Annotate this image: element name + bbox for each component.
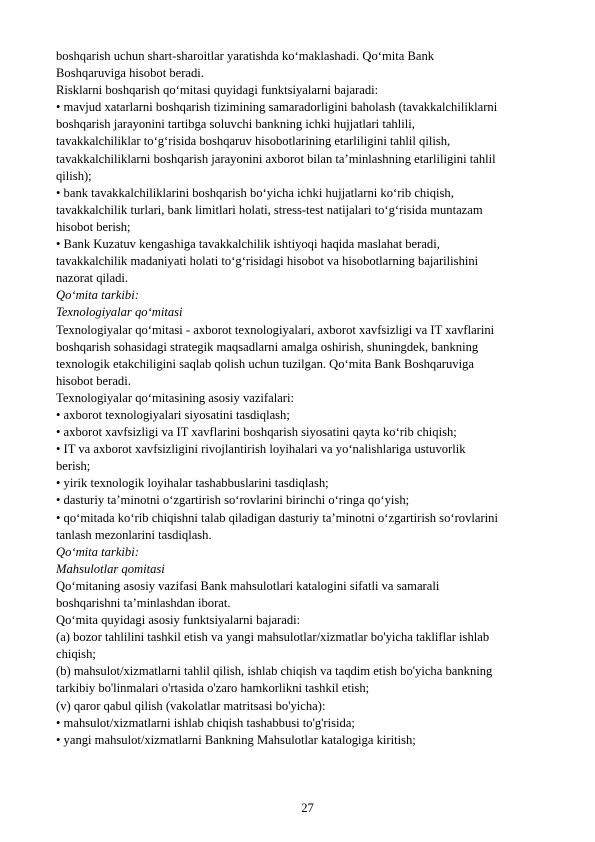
text-line: Qo‘mitaning asosiy vazifasi Bank mahsulotlari katalogini sifatli va samarali bbox=[56, 578, 440, 593]
section-heading: Qo‘mita tarkibi: bbox=[56, 288, 139, 303]
text-line: hisobot beradi. bbox=[56, 373, 131, 388]
text-line: • bank tavakkalchiliklarini boshqarish bo‘yicha ichki hujjatlarni ko‘rib chiqish, bbox=[56, 185, 454, 200]
text-line: (a) bozor tahlilini tashkil etish va yangi mahsulotlar/xizmatlar bo'yicha takliflar ishlab bbox=[56, 630, 490, 645]
text-line: • axborot texnologiyalari siyosatini tasdiqlash; bbox=[56, 407, 290, 422]
text-line: • dasturiy ta’minotni o‘zgartirish so‘rovlarini birinchi o‘ringa qo‘yish; bbox=[56, 493, 410, 508]
text-line: • qo‘mitada ko‘rib chiqishni talab qiladigan dasturiy ta’minotni o‘zgartirish so‘rovlarini bbox=[56, 510, 498, 525]
section-heading: Texnologiyalar qo‘mitasi bbox=[56, 305, 183, 320]
section-heading: Mahsulotlar qomitasi bbox=[56, 561, 165, 576]
text-line: boshqarish uchun shart-sharoitlar yaratishda ko‘maklashadi. Qo‘mita Bank bbox=[56, 49, 435, 63]
section-heading: Qo‘mita tarkibi: bbox=[56, 544, 139, 559]
text-line: Qo‘mita quyidagi asosiy funktsiyalarni bajaradi: bbox=[56, 613, 301, 628]
text-line: berish; bbox=[56, 459, 91, 474]
text-line: • yirik texnologik loyihalar tashabbuslarini tasdiqlash; bbox=[56, 476, 329, 491]
text-line: boshqarish sohasidagi strategik maqsadlarni amalga oshirish, shuningdek, bankning bbox=[56, 339, 479, 354]
text-line: • mavjud xatarlarni boshqarish tizimining samaradorligini baholash (tavakkalchiliklarni bbox=[56, 100, 498, 115]
text-line: Risklarni boshqarish qo‘mitasi quyidagi funktsiyalarni bajaradi: bbox=[56, 83, 379, 98]
text-line: boshqarish jarayonini tartibga soluvchi bankning ichki hujjatlari tahlili, bbox=[56, 117, 415, 132]
text-line: qilish); bbox=[56, 168, 92, 183]
text-line: nazorat qiladi. bbox=[56, 271, 129, 286]
text-line: boshqarishni ta’minlashdan iborat. bbox=[56, 596, 231, 610]
text-line: (v) qaror qabul qilish (vakolatlar matritsasi bo'yicha): bbox=[56, 698, 326, 713]
text-line: hisobot berish; bbox=[56, 219, 131, 234]
document-body bbox=[56, 48, 556, 749]
text-line: tavakkalchiliklarni boshqarish jarayonini axborot bilan ta’minlashning etarliligini tahlil bbox=[56, 151, 496, 166]
text-line: tavakkalchilik madaniyati holati to‘g‘risidagi hisobot va hisobotlarning bajarilishini bbox=[56, 254, 479, 269]
text-line: tanlash mezonlarini tasdiqlash. bbox=[56, 527, 212, 542]
text-line: tavakkalchilik turlari, bank limitlari holati, stress-test natijalari to‘g‘risida muntazam bbox=[56, 202, 483, 217]
text-line: • mahsulot/xizmatlarni ishlab chiqish tashabbusi to'g'risida; bbox=[56, 715, 355, 730]
text-line: texnologik etakchiligini saqlab qolish uchun tuzilgan. Qo‘mita Bank Boshqaruviga bbox=[56, 356, 474, 371]
text-line: • yangi mahsulot/xizmatlarni Bankning Mahsulotlar katalogiga kiritish; bbox=[56, 732, 416, 747]
page-number: 27 bbox=[301, 801, 314, 815]
text-line: tarkibiy bo'linmalari o'rtasida o'zaro hamkorlikni tashkil etish; bbox=[56, 681, 370, 696]
text-line: Texnologiyalar qo‘mitasi - axborot texnologiyalari, axborot xavfsizligi va IT xavflarini bbox=[56, 322, 495, 337]
text-line: • axborot xavfsizligi va IT xavflarini boshqarish siyosatini qayta ko‘rib chiqish; bbox=[56, 425, 457, 440]
text-line: chiqish; bbox=[56, 647, 96, 662]
text-line: Boshqaruviga hisobot beradi. bbox=[56, 66, 204, 81]
text-line: • IT va axborot xavfsizligini rivojlantirish loyihalari va yo‘nalishlariga ustuvorlik bbox=[56, 442, 466, 457]
text-line: • Bank Kuzatuv kengashiga tavakkalchilik ishtiyoqi haqida maslahat beradi, bbox=[56, 237, 440, 252]
text-line: Texnologiyalar qo‘mitasining asosiy vazifalari: bbox=[56, 390, 294, 405]
text-line: tavakkalchiliklar to‘g‘risida boshqaruv hisobotlarining etarliligini tahlil qilish, bbox=[56, 134, 451, 149]
text-line: (b) mahsulot/xizmatlarni tahlil qilish, ishlab chiqish va taqdim etish bo'yicha bankning bbox=[56, 664, 493, 679]
